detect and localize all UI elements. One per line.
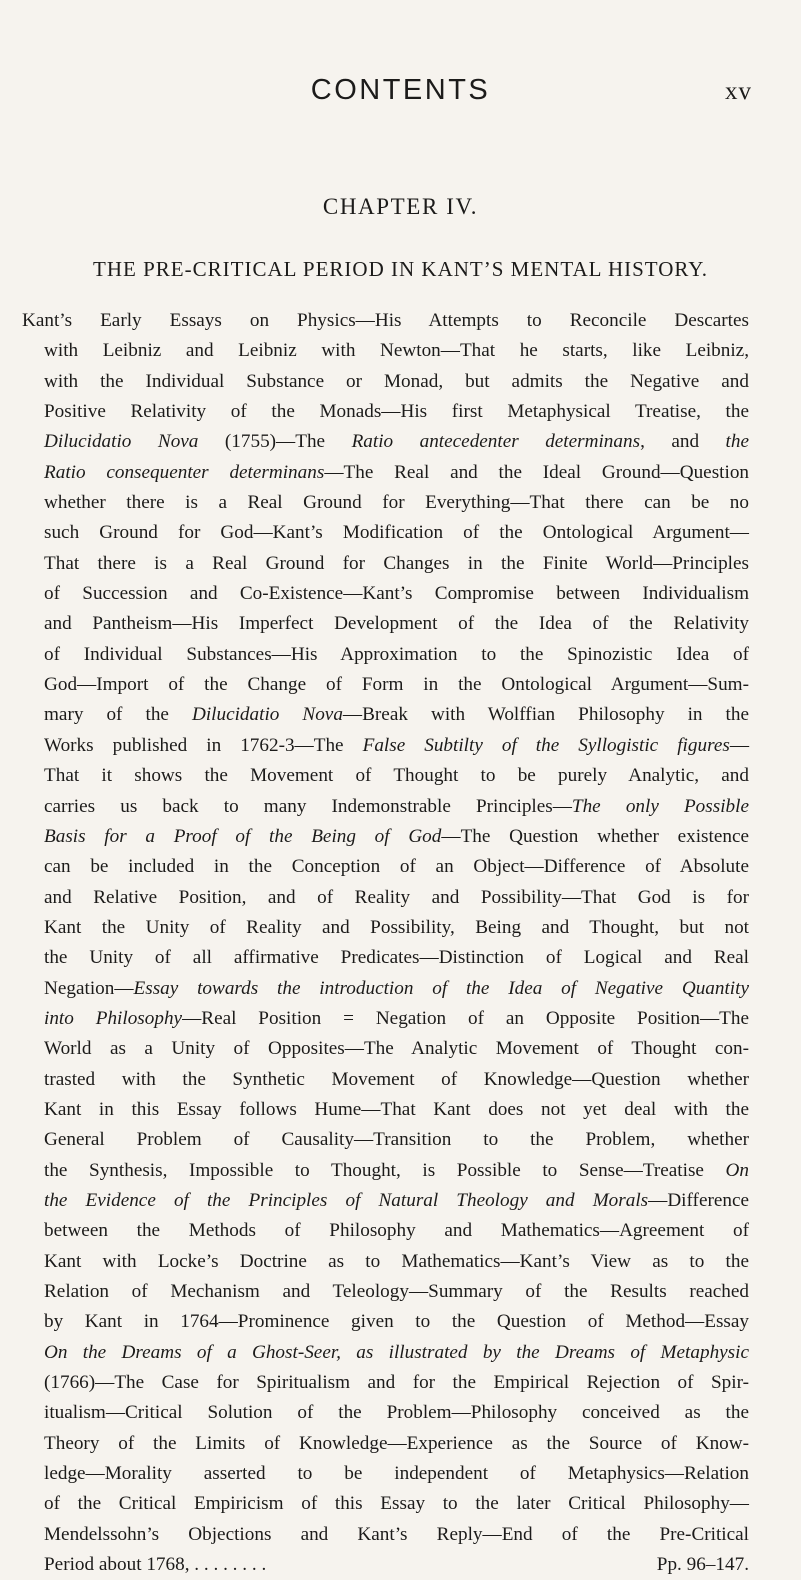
summary-line <box>44 1459 749 1489</box>
summary-text: trasted with the Synthetic Movement of Knowledge—Question whether <box>44 1068 749 1090</box>
summary-text: Kant in this Essay follows Hume—That Kant does not yet deal with the <box>44 1098 749 1120</box>
summary-text: the Synthesis, Impossible to Thought, is Possible to Sense—Treatise <box>44 1159 726 1181</box>
summary-line <box>44 1338 749 1368</box>
summary-text: —Difference <box>648 1189 749 1211</box>
summary-text: mary of the <box>44 704 192 726</box>
summary-text: That it shows the Movement of Thought to be purely Analytic, and <box>44 765 749 787</box>
summary-text: —Real Position = Negation of an Opposite Position—The <box>182 1007 749 1029</box>
summary-line <box>44 488 749 518</box>
summary-line <box>44 913 749 943</box>
summary-line <box>44 1550 749 1580</box>
summary-line <box>44 1156 749 1186</box>
summary-line <box>44 761 749 791</box>
summary-text: Positive Relativity of the Monads—His first Metaphysical Treatise, the <box>44 401 749 423</box>
chapter-summary <box>22 306 750 1580</box>
summary-line <box>44 549 749 579</box>
summary-line <box>44 518 749 548</box>
italic-title-text: the Evidence of the Principles of Natural Theology and Morals <box>44 1189 649 1211</box>
summary-text: — <box>729 734 749 756</box>
summary-line <box>44 1125 749 1155</box>
summary-text: between the Methods of Philosophy and Mathematics—Agreement of <box>44 1220 749 1242</box>
summary-line <box>22 306 749 336</box>
summary-text: the Unity of all affirmative Predicates—Distinction of Logical and Real <box>44 947 749 969</box>
summary-text: and Relative Position, and of Reality and Possibility—That God is for <box>44 886 749 908</box>
summary-text: Works published in 1762-3—The <box>44 734 363 756</box>
summary-line <box>44 1095 749 1125</box>
summary-line <box>44 731 749 761</box>
summary-text: —Break with Wolffian Philosophy in the <box>342 704 749 726</box>
summary-line <box>44 1216 749 1246</box>
summary-line <box>44 1247 749 1277</box>
italic-title-text: Essay towards the introduction of the Idea of Negative Quantity <box>133 977 749 999</box>
summary-text: with Leibniz and Leibniz with Newton—That he starts, like Leibniz, <box>44 340 749 362</box>
summary-text: with the Individual Substance or Monad, but admits the Negative and <box>44 370 749 392</box>
summary-line <box>44 427 749 457</box>
summary-text: Kant’s Early Essays on Physics—His Attempts to Reconcile Descartes <box>22 310 749 331</box>
summary-line <box>44 822 749 852</box>
summary-text: , and <box>640 431 726 453</box>
italic-title-text: On the Dreams of a Ghost-Seer, as illustrated by the Dreams of Metaphysic <box>44 1341 749 1363</box>
summary-line <box>44 943 749 973</box>
summary-line <box>44 792 749 822</box>
summary-text: Mendelssohn’s Objections and Kant’s Reply—End of the Pre-Critical <box>44 1523 749 1545</box>
italic-title-text: The only Possible <box>571 795 749 817</box>
summary-text: —The Real and the Ideal Ground—Question <box>324 461 750 483</box>
summary-line <box>44 1489 749 1519</box>
summary-text: World as a Unity of Opposites—The Analytic Movement of Thought con- <box>44 1038 749 1060</box>
summary-text: of Succession and Co-Existence—Kant’s Compromise between Individualism <box>44 583 749 605</box>
summary-line <box>44 336 749 366</box>
page-header <box>0 74 801 114</box>
chapter-title: THE PRE-CRITICAL PERIOD IN KANT’S MENTAL HISTORY. <box>93 257 708 281</box>
summary-line <box>44 974 749 1004</box>
summary-line <box>44 1034 749 1064</box>
summary-line <box>44 1307 749 1337</box>
chapter-label: CHAPTER IV. <box>322 194 479 219</box>
italic-title-text: Basis for a Proof of the Being of God <box>44 825 442 847</box>
summary-text: That there is a Real Ground for Changes in the Finite World—Principles <box>44 552 749 574</box>
page-number: xv <box>725 78 752 105</box>
summary-text: Negation— <box>44 977 134 999</box>
summary-line <box>44 458 749 488</box>
summary-text: carries us back to many Indemonstrable Principles— <box>44 795 572 817</box>
running-head: CONTENTS <box>310 74 491 106</box>
summary-line <box>44 609 749 639</box>
summary-line <box>44 852 749 882</box>
summary-text: General Problem of Causality—Transition to the Problem, whether <box>44 1129 749 1151</box>
summary-line <box>44 700 749 730</box>
summary-line <box>44 1368 749 1398</box>
summary-text: Theory of the Limits of Knowledge—Experience as the Source of Know- <box>44 1432 749 1454</box>
summary-line <box>44 670 749 700</box>
summary-text: such Ground for God—Kant’s Modification of the Ontological Argument— <box>44 522 749 544</box>
italic-title-text: False Subtilty of the Syllogistic figures <box>362 734 730 756</box>
summary-text: by Kant in 1764—Prominence given to the Question of Method—Essay <box>44 1311 749 1333</box>
summary-text: (1766)—The Case for Spiritualism and for the Empirical Rejection of Spir- <box>44 1372 749 1394</box>
summary-text: whether there is a Real Ground for Everything—That there can be no <box>44 492 749 514</box>
italic-title-text: Dilucidatio Nova <box>44 431 199 453</box>
italic-title-text: On <box>725 1159 749 1181</box>
summary-line <box>44 1186 749 1216</box>
summary-text: itualism—Critical Solution of the Problem—Philosophy conceived as the <box>44 1402 749 1424</box>
summary-line <box>44 883 749 913</box>
summary-text: Kant with Locke’s Doctrine as to Mathematics—Kant’s View as to the <box>44 1250 749 1272</box>
italic-title-text: into Philosophy <box>44 1007 183 1029</box>
italic-title-text: Ratio antecedenter determinans <box>351 431 641 453</box>
summary-line <box>44 1004 749 1034</box>
page-range: Pp. 96–147. <box>656 1554 749 1576</box>
summary-text: God—Import of the Change of Form in the Ontological Argument—Sum- <box>44 674 749 696</box>
summary-text: of Individual Substances—His Approximation to the Spinozistic Idea of <box>44 643 749 665</box>
summary-line <box>44 640 749 670</box>
summary-text: of the Critical Empiricism of this Essay to the later Critical Philosophy— <box>44 1493 749 1515</box>
summary-text: Period about 1768, . . . . . . . . <box>44 1554 267 1576</box>
summary-line <box>44 367 749 397</box>
summary-line <box>44 1520 749 1550</box>
summary-text: (1755)—The <box>198 431 352 453</box>
italic-title-text: Ratio consequenter determinans <box>44 461 325 483</box>
summary-text: Kant the Unity of Reality and Possibility, Being and Thought, but not <box>44 916 749 938</box>
summary-line <box>44 1429 749 1459</box>
summary-text: and Pantheism—His Imperfect Development of the Idea of the Relativity <box>44 613 749 635</box>
summary-line <box>44 397 749 427</box>
summary-text: ledge—Morality asserted to be independent of Metaphysics—Relation <box>44 1463 749 1485</box>
summary-line <box>44 1065 749 1095</box>
summary-line <box>44 579 749 609</box>
summary-line <box>44 1277 749 1307</box>
italic-title-text: the <box>725 431 749 453</box>
summary-text: can be included in the Conception of an Object—Difference of Absolute <box>44 856 749 878</box>
summary-text: —The Question whether existence <box>441 825 749 847</box>
italic-title-text: Dilucidatio Nova <box>191 704 343 726</box>
summary-line <box>44 1398 749 1428</box>
summary-text: Relation of Mechanism and Teleology—Summary of the Results reached <box>44 1281 749 1302</box>
